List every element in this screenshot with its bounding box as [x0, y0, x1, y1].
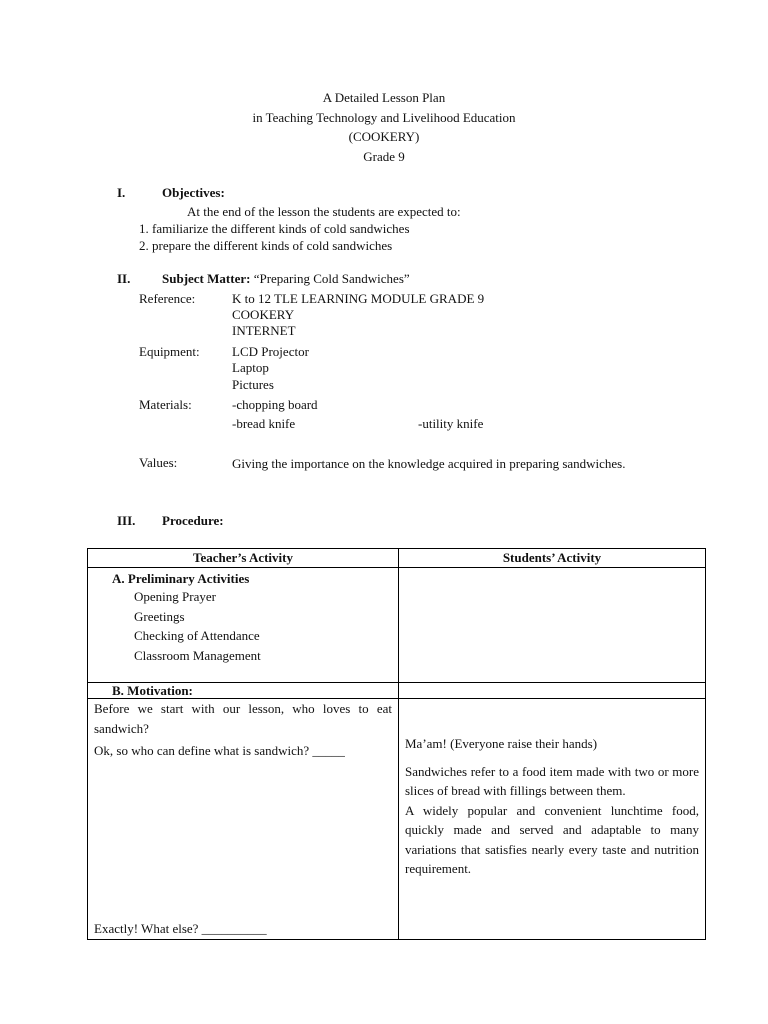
objectives-heading: Objectives: [162, 185, 225, 200]
table-row [88, 568, 706, 683]
document-grade: Grade 9 [363, 148, 405, 164]
motivation-students-cell [399, 699, 706, 940]
list-item: Opening Prayer [134, 589, 216, 604]
preliminary-students-cell [399, 568, 706, 683]
list-item: Checking of Attendance [134, 628, 260, 643]
subject-matter-numeral: II. [117, 271, 131, 286]
subject-matter-topic: “Preparing Cold Sandwiches” [250, 271, 410, 286]
equipment-item: Laptop [232, 360, 269, 375]
reference-item: INTERNET [232, 323, 296, 338]
motivation-heading-cell [88, 683, 399, 699]
title-block [0, 88, 768, 166]
objectives-intro: At the end of the lesson the students are expected to: [187, 204, 461, 219]
materials-item: -bread knife [232, 416, 296, 431]
procedure-heading: Procedure: [162, 513, 224, 528]
procedure-numeral: III. [117, 513, 136, 528]
equipment-item: LCD Projector [232, 344, 309, 359]
document-title: A Detailed Lesson Plan [322, 90, 446, 105]
students-activity-header: Students’ Activity [399, 549, 706, 568]
motivation-heading-students-cell [399, 683, 706, 699]
document-subtitle: in Teaching Technology and Livelihood Education [252, 109, 516, 125]
reference-item: K to 12 TLE LEARNING MODULE GRADE 9 [232, 291, 485, 306]
equipment-item: Pictures [232, 377, 274, 392]
materials-item: -utility knife [418, 416, 484, 431]
table-header-row [88, 549, 706, 568]
document-subject: (COOKERY) [348, 129, 420, 144]
objective-item: 1. familiarize the different kinds of cold sandwiches [139, 221, 410, 236]
teacher-line: Exactly! What else? __________ [94, 921, 267, 936]
motivation-teacher-cell [88, 699, 399, 940]
table-row [88, 683, 706, 699]
reference-item: COOKERY [232, 307, 295, 322]
student-line: A widely popular and convenient lunchtime food, quickly made and served and adaptable to many variations that satisfies nearly every taste and nutrition requirement. [405, 802, 699, 876]
objective-item: 2. prepare the different kinds of cold sandwiches [139, 238, 393, 253]
table-row [88, 699, 706, 940]
teacher-line: Before we start with our lesson, who loves to eat sandwich? [94, 701, 392, 736]
student-line: Ma’am! (Everyone raise their hands) [405, 736, 598, 751]
subject-matter-line [162, 270, 410, 287]
student-line: Sandwiches refer to a food item made with two or more slices of bread with fillings between them. [405, 763, 699, 798]
motivation-heading: B. Motivation: [112, 683, 193, 698]
teacher-activity-header: Teacher’s Activity [88, 549, 399, 568]
objectives-numeral: I. [117, 185, 126, 200]
materials-label: Materials: [139, 397, 192, 412]
equipment-label: Equipment: [139, 344, 200, 359]
preliminary-cell [88, 568, 399, 683]
teacher-line: Ok, so who can define what is sandwich? _____ [94, 743, 345, 758]
preliminary-heading: A. Preliminary Activities [112, 571, 250, 586]
list-item: Classroom Management [134, 647, 261, 663]
materials-item: -chopping board [232, 397, 318, 412]
list-item: Greetings [134, 608, 185, 624]
subject-matter-heading: Subject Matter: [162, 271, 251, 286]
values-label: Values: [139, 455, 178, 470]
values-text: Giving the importance on the knowledge acquired in preparing sandwiches. [232, 456, 626, 471]
procedure-table [87, 548, 706, 940]
reference-label: Reference: [139, 291, 196, 306]
